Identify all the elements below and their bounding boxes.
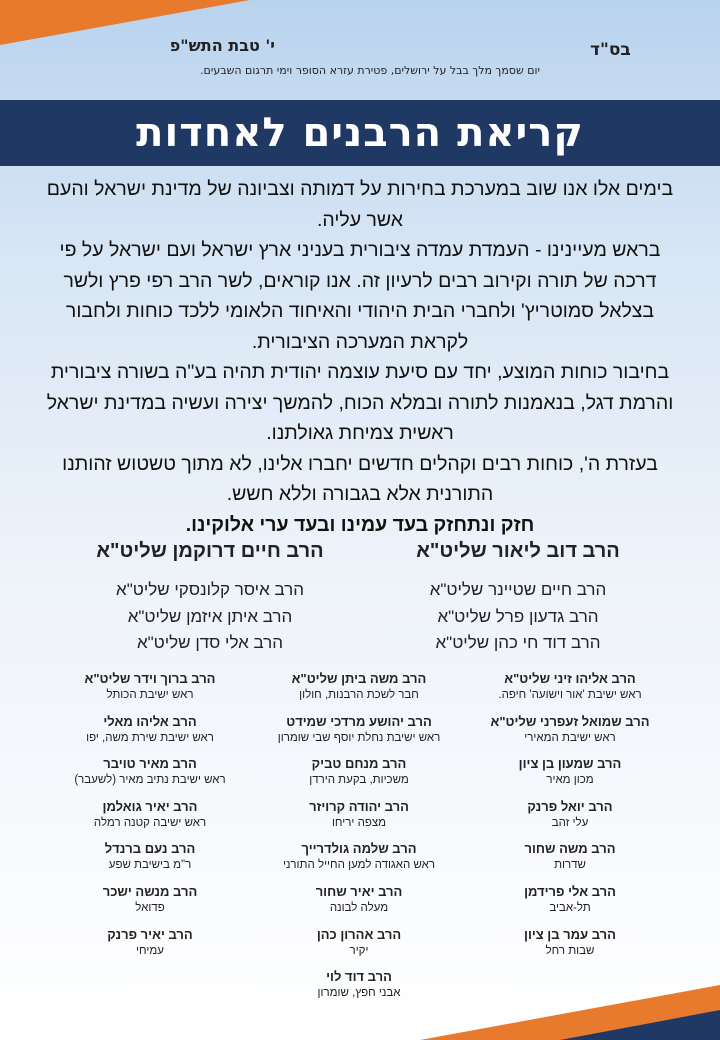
paragraph: בעזרת ה', כוחות רבים וקהלים חדשים יחברו אלינו, לא מתוך טשטוש זהותנו התורנית אלא בגבורה וללא חשש. [62,452,658,505]
signatory-name: הרב יאיר גואלמן [102,798,198,814]
signatory-entry [244,883,474,926]
signatory-entry [35,798,265,841]
signatory-entry [35,840,265,883]
signatory-entry [35,670,265,713]
signatory-entry [244,713,474,756]
signatory-name: הרב ברוך וידר שליט"א [84,671,216,686]
signatory-name: הרב מנחם טביק [311,756,407,772]
signatory-name: הרב יואל פרנק [527,798,613,814]
signatory-name: הרב שלמה גולדרייך [301,841,417,857]
signatory-entry [244,670,474,713]
closing-line: חזק ונתחזק בעד עמינו ובעד ערי אלוקינו. [185,513,535,536]
signatory-role: עמיחי [136,944,164,957]
signatory-role: ראש ישיבת 'אור וישועה' חיפה. [498,689,642,701]
signatory-entry [455,755,685,798]
signatory-name: הרב אלי סדן שליט"א [136,633,284,652]
signatory-column-left [35,670,265,968]
signatory-name: הרב גדעון פרל שליט"א [437,606,599,626]
signatory-entry [455,926,685,969]
signatory-role: ראש ישיבת שירת משה, יפו [86,731,214,744]
signatory-entry [455,883,685,926]
signatory-name: הרב חיים שטיינר שליט"א [429,580,607,599]
signatory-name: הרב אליהו מאלי [103,713,197,729]
hebrew-date: י' טבת התש"פ [169,36,275,55]
signatory-name: הרב נעם ברנדל [104,841,196,857]
signatory-name: הרב יאיר שחור [315,883,403,899]
letter-body [40,174,680,540]
signatory-role: מכון מאיר [546,774,594,787]
signatory-name: הרב איסר קלונסקי שליט"א [116,580,304,599]
lead-signatory-name: הרב דוב ליאור שליט"א [416,540,620,562]
lead-signatory-group [60,540,360,657]
signatory-entry [35,883,265,926]
signatory-name: הרב מאיר טויבר [103,756,197,772]
paragraph: בימים אלו אנו שוב במערכת בחירות על דמותה וצביונה של מדינת ישראל והעם אשר עליה. [46,178,674,231]
signatory-role: שבות רחל [545,944,595,957]
signatory-column-middle [244,670,474,1011]
signatory-name: הרב עמר בן ציון [524,926,616,942]
signatory-name: הרב אהרון כהן [316,926,402,942]
signatory-role: ר"מ בישיבת שפע [108,859,192,872]
signatory-role: ראש ישיבת המאירי [524,731,616,744]
signatory-entry [455,840,685,883]
signatory-entry [35,926,265,969]
signatory-role: ראש ישיבת נתיב מאיר (לשעבר) [74,774,226,787]
signatory-role: פדואל [135,901,165,914]
paragraph: בראש מעיינינו - העמדת עמדה ציבורית בעניני ארץ ישראל ועם ישראל על פי דרכה של תורה וקירוב רבים לרעיון זה. אנו קוראים, לשר הרב רפי פרץ ולשר בצלאל סמוטריץ' ולחברי הבית היהודי והאיחוד הלאומי ללכד כוחות ולחבור לקראת המערכה הציבורית. [59,239,661,353]
signatory-name: הרב איתן איזמן שליט"א [127,606,293,626]
signatory-name: הרב מנשה ישכר [102,883,198,899]
bsd-mark: בס"ד [590,40,631,60]
corner-decoration-bottom-inner [560,1010,720,1040]
signatory-role: ראש ישיבת נחלת יוסף שבי שומרון [277,731,441,744]
signatory-role: ראש ישיבה קטנה רמלה [93,816,207,829]
signatory-name: הרב אליהו זיני שליט"א [504,671,636,686]
signatory-entry [35,755,265,798]
signatory-name: הרב שמואל זעפרני שליט"א [490,713,650,729]
signatory-role: מעלה לבונה [329,901,389,914]
signatory-entry [244,968,474,1011]
signatory-name: הרב דוד חי כהן שליט"א [435,633,601,652]
signatory-name: הרב יהודה קרויזר [309,798,409,814]
page-title: קריאת הרבנים לאחדות [136,110,584,156]
signatory-name: הרב דוד לוי [326,969,392,985]
signatory-entry [455,798,685,841]
signatory-name: הרב שמעון בן ציון [518,756,622,772]
signatory-entry [244,926,474,969]
paragraph: בחיבור כוחות המוצע, יחד עם סיעת עוצמה יהודית תהיה בע"ה בשורה ציבורית והרמת דגל, בנאמנות לתורה ובמלא הכוח, להמשך יצירה ועשיה במדינת ישראל ראשית צמיחת גאולתנו. [46,361,674,444]
signatory-name: הרב משה שחור [524,841,616,857]
signatory-role: ראש ישיבת הכותל [106,689,194,701]
signatory-role: תל-אביב [549,901,591,914]
signatory-name: הרב יאיר פרנק [107,926,193,942]
signatory-entry [244,840,474,883]
lead-signatory-group [368,540,668,657]
signatory-name: הרב יהושע מרדכי שמידט [286,713,432,729]
signatory-role: משכיות, בקעת הירדן [309,774,409,787]
signatory-entry [455,670,685,713]
signatory-role: אבני חפץ, שומרון [317,987,401,1000]
signatory-role: מצפה יריחו [331,816,387,829]
title-banner [0,100,720,166]
signatory-entry [244,798,474,841]
signatory-role: עלי זהב [551,816,589,829]
signatory-entry [244,755,474,798]
signatory-role: יקיר [349,944,369,957]
signatory-name: הרב אלי פרידמן [524,883,616,899]
date-description: יום שסמך מלך בבל על ירושלים, פטירת עזרא הסופר וימי תרגום השבעים. [200,64,540,77]
signatory-name: הרב משה ביתן שליט"א [291,671,427,686]
signatory-role: ראש האגודה למען החייל התורני [282,859,436,872]
signatory-column-right [455,670,685,968]
signatory-role: שדרות [554,859,586,872]
signatory-entry [455,713,685,756]
signatory-role: חבר לשכת הרבנות, חולון [299,689,419,701]
signatory-entry [35,713,265,756]
lead-signatory-name: הרב חיים דרוקמן שליט"א [96,540,324,562]
